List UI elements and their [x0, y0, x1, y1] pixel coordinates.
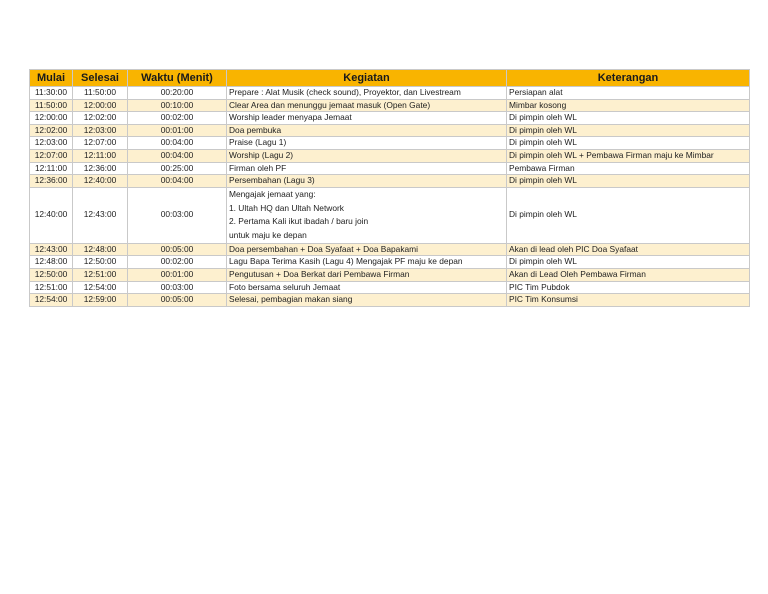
- cell-kegiatan: [227, 187, 507, 243]
- cell-selesai: 12:48:00: [73, 243, 128, 256]
- cell-selesai: 12:40:00: [73, 175, 128, 188]
- cell-kegiatan: Worship leader menyapa Jemaat: [227, 112, 507, 125]
- cell-mulai: 11:30:00: [30, 87, 73, 100]
- cell-selesai: 12:50:00: [73, 256, 128, 269]
- cell-keterangan: Akan di lead oleh PIC Doa Syafaat: [507, 243, 750, 256]
- cell-mulai: 12:11:00: [30, 162, 73, 175]
- kegiatan-line: untuk maju ke depan: [229, 229, 307, 240]
- cell-selesai: 12:02:00: [73, 112, 128, 125]
- cell-keterangan: PIC Tim Pubdok: [507, 281, 750, 294]
- cell-mulai: 12:40:00: [30, 187, 73, 243]
- cell-keterangan: Di pimpin oleh WL: [507, 187, 750, 243]
- cell-keterangan: Di pimpin oleh WL: [507, 137, 750, 150]
- header-keterangan: Keterangan: [507, 70, 750, 87]
- table-row: [30, 99, 750, 112]
- kegiatan-line: 2. Pertama Kali ikut ibadah / baru join: [229, 216, 369, 227]
- cell-keterangan: Mimbar kosong: [507, 99, 750, 112]
- kegiatan-line: Mengajak jemaat yang:: [229, 189, 316, 200]
- table-row: [30, 124, 750, 137]
- table-row: [30, 256, 750, 269]
- cell-waktu: 00:01:00: [128, 268, 227, 281]
- cell-waktu: 00:01:00: [128, 124, 227, 137]
- cell-selesai: 12:00:00: [73, 99, 128, 112]
- cell-mulai: 12:50:00: [30, 268, 73, 281]
- table-row: [30, 294, 750, 307]
- table-row: [30, 162, 750, 175]
- cell-mulai: 12:07:00: [30, 149, 73, 162]
- cell-mulai: 12:51:00: [30, 281, 73, 294]
- cell-kegiatan: Doa persembahan + Doa Syafaat + Doa Bapakami: [227, 243, 507, 256]
- cell-waktu: 00:02:00: [128, 112, 227, 125]
- cell-waktu: 00:04:00: [128, 175, 227, 188]
- cell-keterangan: Di pimpin oleh WL: [507, 112, 750, 125]
- schedule-table: [29, 69, 750, 307]
- cell-keterangan: Di pimpin oleh WL: [507, 256, 750, 269]
- header-mulai: Mulai: [30, 70, 73, 87]
- cell-kegiatan: Pengutusan + Doa Berkat dari Pembawa Firman: [227, 268, 507, 281]
- kegiatan-line: 1. Ultah HQ dan Ultah Network: [229, 202, 344, 213]
- cell-mulai: 11:50:00: [30, 99, 73, 112]
- cell-kegiatan: Doa pembuka: [227, 124, 507, 137]
- cell-selesai: 12:43:00: [73, 187, 128, 243]
- header-kegiatan: Kegiatan: [227, 70, 507, 87]
- cell-waktu: 00:04:00: [128, 137, 227, 150]
- table-row: [30, 87, 750, 100]
- cell-waktu: 00:03:00: [128, 281, 227, 294]
- cell-waktu: 00:05:00: [128, 294, 227, 307]
- cell-mulai: 12:48:00: [30, 256, 73, 269]
- cell-keterangan: Di pimpin oleh WL: [507, 175, 750, 188]
- table-row: [30, 112, 750, 125]
- cell-kegiatan: Prepare : Alat Musik (check sound), Proyektor, dan Livestream: [227, 87, 507, 100]
- table-row: [30, 268, 750, 281]
- cell-selesai: 12:11:00: [73, 149, 128, 162]
- schedule-sheet: [29, 69, 750, 307]
- cell-keterangan: PIC Tim Konsumsi: [507, 294, 750, 307]
- cell-kegiatan: Firman oleh PF: [227, 162, 507, 175]
- cell-mulai: 12:43:00: [30, 243, 73, 256]
- cell-waktu: 00:03:00: [128, 187, 227, 243]
- cell-kegiatan: Foto bersama seluruh Jemaat: [227, 281, 507, 294]
- cell-mulai: 12:54:00: [30, 294, 73, 307]
- cell-mulai: 12:36:00: [30, 175, 73, 188]
- cell-kegiatan: Selesai, pembagian makan siang: [227, 294, 507, 307]
- cell-selesai: 11:50:00: [73, 87, 128, 100]
- cell-kegiatan: Clear Area dan menunggu jemaat masuk (Open Gate): [227, 99, 507, 112]
- cell-selesai: 12:59:00: [73, 294, 128, 307]
- cell-selesai: 12:54:00: [73, 281, 128, 294]
- cell-mulai: 12:02:00: [30, 124, 73, 137]
- cell-mulai: 12:00:00: [30, 112, 73, 125]
- cell-kegiatan: Lagu Bapa Terima Kasih (Lagu 4) Mengajak PF maju ke depan: [227, 256, 507, 269]
- schedule-body: [30, 87, 750, 307]
- cell-waktu: 00:10:00: [128, 99, 227, 112]
- cell-selesai: 12:07:00: [73, 137, 128, 150]
- table-row: [30, 175, 750, 188]
- table-row: [30, 243, 750, 256]
- cell-waktu: 00:25:00: [128, 162, 227, 175]
- cell-waktu: 00:02:00: [128, 256, 227, 269]
- cell-kegiatan: Persembahan (Lagu 3): [227, 175, 507, 188]
- cell-kegiatan: Worship (Lagu 2): [227, 149, 507, 162]
- cell-keterangan: Di pimpin oleh WL + Pembawa Firman maju ke Mimbar: [507, 149, 750, 162]
- cell-keterangan: Di pimpin oleh WL: [507, 124, 750, 137]
- cell-keterangan: Akan di Lead Oleh Pembawa Firman: [507, 268, 750, 281]
- header-row: [30, 70, 750, 87]
- table-row: [30, 137, 750, 150]
- header-waktu: Waktu (Menit): [128, 70, 227, 87]
- cell-selesai: 12:51:00: [73, 268, 128, 281]
- cell-kegiatan: Praise (Lagu 1): [227, 137, 507, 150]
- table-row: [30, 149, 750, 162]
- cell-keterangan: Persiapan alat: [507, 87, 750, 100]
- header-selesai: Selesai: [73, 70, 128, 87]
- cell-mulai: 12:03:00: [30, 137, 73, 150]
- cell-selesai: 12:03:00: [73, 124, 128, 137]
- cell-keterangan: Pembawa Firman: [507, 162, 750, 175]
- table-row: [30, 281, 750, 294]
- cell-selesai: 12:36:00: [73, 162, 128, 175]
- cell-waktu: 00:20:00: [128, 87, 227, 100]
- cell-waktu: 00:04:00: [128, 149, 227, 162]
- table-row: [30, 187, 750, 243]
- cell-waktu: 00:05:00: [128, 243, 227, 256]
